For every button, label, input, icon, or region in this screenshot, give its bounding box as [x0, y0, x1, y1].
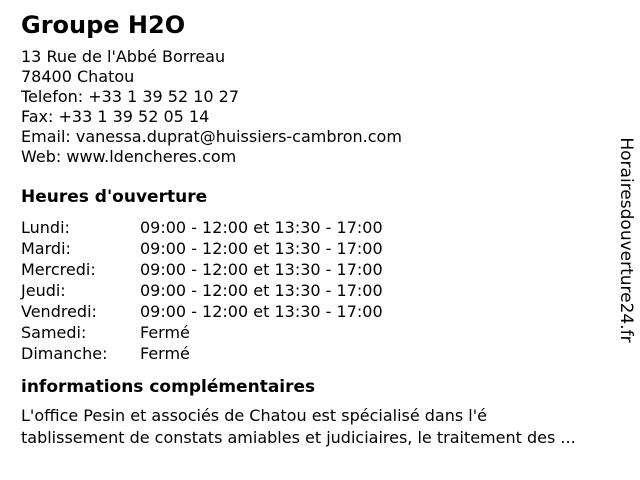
day-label: Jeudi: — [21, 281, 66, 300]
day-label: Dimanche: — [21, 344, 108, 363]
hours-heading: Heures d'ouverture — [21, 187, 208, 207]
day-hours: 09:00 - 12:00 et 13:30 - 17:00 — [140, 218, 383, 237]
web-line: Web: www.ldencheres.com — [21, 147, 237, 166]
day-label: Mercredi: — [21, 260, 96, 279]
watermark-vertical-text: Horairesdouverture24.fr — [616, 137, 636, 343]
day-hours: 09:00 - 12:00 et 13:30 - 17:00 — [140, 281, 383, 300]
hours-table — [21, 217, 600, 364]
day-hours: 09:00 - 12:00 et 13:30 - 17:00 — [140, 302, 383, 321]
info-line-1: L'office Pesin et associés de Chatou est spécialisé dans l'é — [21, 406, 487, 425]
email-line: Email: vanessa.duprat@huissiers-cambron.com — [21, 127, 402, 146]
day-label: Vendredi: — [21, 302, 97, 321]
hours-row — [21, 280, 600, 301]
day-hours: Fermé — [140, 344, 190, 363]
info-line-2: tablissement de constats amiables et judiciaires, le traitement des ... — [21, 428, 576, 447]
day-label: Samedi: — [21, 323, 87, 342]
hours-row — [21, 343, 600, 364]
info-paragraph — [21, 405, 600, 449]
hours-row — [21, 238, 600, 259]
address-line: 13 Rue de l'Abbé Borreau — [21, 47, 226, 66]
hours-row — [21, 322, 600, 343]
hours-row — [21, 301, 600, 322]
page-title: Groupe H2O — [21, 11, 186, 39]
contact-block — [21, 47, 600, 167]
info-heading: informations complémentaires — [21, 377, 316, 397]
fax-line: Fax: +33 1 39 52 05 14 — [21, 107, 210, 126]
day-hours: Fermé — [140, 323, 190, 342]
day-hours: 09:00 - 12:00 et 13:30 - 17:00 — [140, 260, 383, 279]
day-hours: 09:00 - 12:00 et 13:30 - 17:00 — [140, 239, 383, 258]
hours-row — [21, 217, 600, 238]
hours-row — [21, 259, 600, 280]
day-label: Mardi: — [21, 239, 71, 258]
city-line: 78400 Chatou — [21, 67, 135, 86]
day-label: Lundi: — [21, 218, 70, 237]
phone-line: Telefon: +33 1 39 52 10 27 — [21, 87, 240, 106]
